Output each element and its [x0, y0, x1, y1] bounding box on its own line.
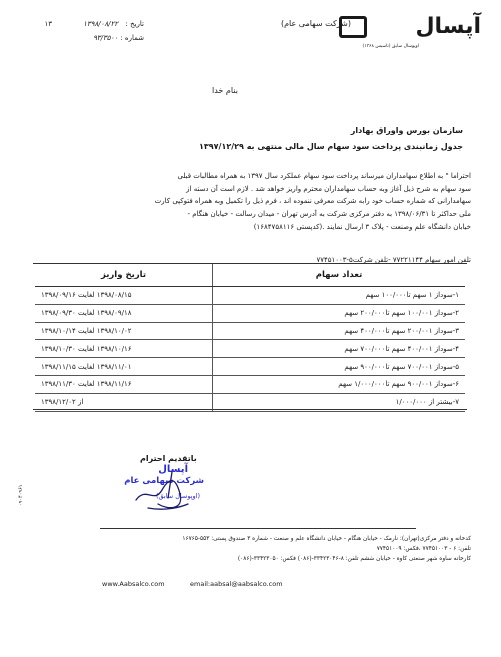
cell-shares: ۵-سوداز ۷۰۰/۰۰۱ سهم تا۹۰۰/۰۰۰ سهم [213, 358, 466, 376]
addressee: سازمان بورس واوراق بهادار [350, 126, 463, 135]
paragraph-line: سهامدارانی که شماره حساب خود رابه شرکت معرفی ننموده اند ، فرم ذیل را تکمیل وبه همراه فتوکپی کارت [154, 197, 471, 206]
footer-factory: کارخانه ساوه شهر صنعتی کاوه - خیابان ششم تلفن: ۸-۳۳۴۲۳۰۴۶-(۰۸۶) فکس: ۳۳۴۲۳۰۵۰-(۰۸۶) [237, 556, 471, 562]
company-type: (شرکت سهامی عام) [280, 19, 351, 28]
bismillah: بنام خدا [212, 86, 238, 95]
number-label: شماره : [120, 34, 144, 42]
table-row [35, 340, 465, 358]
date-label: تاریخ : [125, 20, 144, 28]
table-row [35, 304, 465, 322]
stamp-type: شرکت سهامی عام [124, 476, 204, 486]
cell-shares: ۷-بیشتر از ۱/۰۰۰/۰۰۰ [213, 393, 466, 411]
handwritten-signature [128, 464, 198, 514]
cell-date: ۱۳۹۸/۱۱/۰۱ لغایت ۱۳۹۸/۱۱/۱۵ [35, 358, 213, 376]
date-row [34, 20, 144, 34]
body-paragraph [31, 170, 471, 233]
shareholder-phone-line: تلفن امور سهام ۷۷۲۲۱۱۴۴ -تلفن شرکت۵-۷۷۴۵۱۰۰۳ [316, 256, 471, 264]
cell-shares: ۳-سوداز ۲۰۰/۰۰۱ سهم تا۴۰۰/۰۰۰ سهم [213, 322, 466, 340]
number-row [34, 34, 144, 48]
cell-shares: ۲-سوداز ۱۰۰/۰۰۱ سهم تا۲۰۰/۰۰۰ سهم [213, 304, 466, 322]
letterhead-footer [91, 534, 471, 564]
header-date: تاریخ واریز [35, 264, 213, 287]
cell-shares: ۶-سوداز ۹۰۰/۰۰۱ سهم تا۱/۰۰۰/۰۰۰ سهم [213, 375, 466, 393]
table-row [35, 322, 465, 340]
footer-phone: تلفن: ۶ - ۷۷۴۵۱۰۰۳ ،فکس: ۷۷۴۵۱۰۰۹ [376, 546, 471, 552]
table-row [35, 358, 465, 376]
table-row [35, 287, 465, 305]
date-extra: ۱۳ [44, 20, 52, 28]
table-row [35, 393, 465, 411]
closing-greeting: باتقدیم احترام [140, 454, 197, 463]
stamp-sub: (اوپوسال سابق) [155, 492, 200, 500]
paragraph-line: ملی حداکثر تا ۱۳۹۸/۰۶/۳۱ به دفتر مرکزی شرکت به آدرس تهران - میدان رسالت - خیابان هنگام - [187, 210, 471, 219]
brand-name: آپسال [415, 14, 481, 39]
footer-email: email:aabsal@aabsalco.com [190, 580, 283, 588]
document-title: جدول زمانبندی پرداخت سود سهام سال مالی منتهی به ۱۳۹۷/۱۲/۲۹ [199, 142, 463, 151]
cell-date: ۱۳۹۸/۰۸/۱۵ لغایت ۱۳۹۸/۰۹/۱۶ [35, 287, 213, 305]
footer-divider [100, 528, 416, 529]
table-header-row [35, 264, 465, 287]
stamp-brand: آپسال [158, 464, 188, 475]
date-value: ۱۳۹۸/۰۸/۲۲ [83, 20, 118, 28]
footer-address: کدخانه و دفتر مرکزی(تهران): نارمک - خیابان هنگام - خیابان دانشگاه علم و صنعت - شماره ۳ صندوق پستی: ۵۵۳-۱۶۷۶۵ [182, 536, 471, 542]
table-row [35, 375, 465, 393]
paragraph-line: سود سهام به شرح ذیل آغاز وبه حساب سهامداران محترم واریز خواهد شد . لازم است آن دسته از [186, 184, 471, 193]
dividend-schedule-table [35, 264, 465, 412]
cell-date: ۱۳۹۸/۱۰/۱۶ لغایت ۱۳۹۸/۱۰/۳۰ [35, 340, 213, 358]
cell-date: از ۱۳۹۸/۱۲/۰۲ [35, 393, 213, 411]
cell-date: ۱۳۹۸/۱۰/۰۲ لغایت ۱۳۹۸/۱۰/۱۴ [35, 322, 213, 340]
paragraph-line: خیابان دانشگاه علم وصنعت - پلاک ۳ ارسال نمایند .(کدپستی ۱۶۸۴۷۵۸۱۱۶) [253, 222, 471, 231]
cell-shares: ۱-سوداز ۱ سهم تا۱۰۰/۰۰۰ سهم [213, 287, 466, 305]
paragraph-line: احتراما " به اطلاع سهامداران میرساند پرداخت سود سهام عملکرد سال ۱۳۹۷ به همراه مطالبات قبلی [177, 172, 471, 180]
side-reference-code: ۰۹۰۴۰۹۶۱ [18, 484, 24, 506]
letter-meta [34, 20, 144, 48]
header-shares: تعداد سهام [213, 264, 466, 287]
number-value: ۹۳/۳۵۰۰ [93, 34, 118, 42]
footer-website: www.Aabsalco.com [102, 580, 165, 588]
company-logo [280, 14, 481, 54]
cell-shares: ۴-سوداز ۴۰۰/۰۰۱ سهم تا۷۰۰/۰۰۰ سهم [213, 340, 466, 358]
cell-date: ۱۳۹۸/۱۱/۱۶ لغایت ۱۳۹۸/۱۱/۳۰ [35, 375, 213, 393]
cell-date: ۱۳۹۸/۰۹/۱۸ لغایت ۱۳۹۸/۰۹/۳۰ [35, 304, 213, 322]
brand-subtitle: اوپوسال سایق (تاسیس ۱۳۶۸) [362, 44, 419, 49]
